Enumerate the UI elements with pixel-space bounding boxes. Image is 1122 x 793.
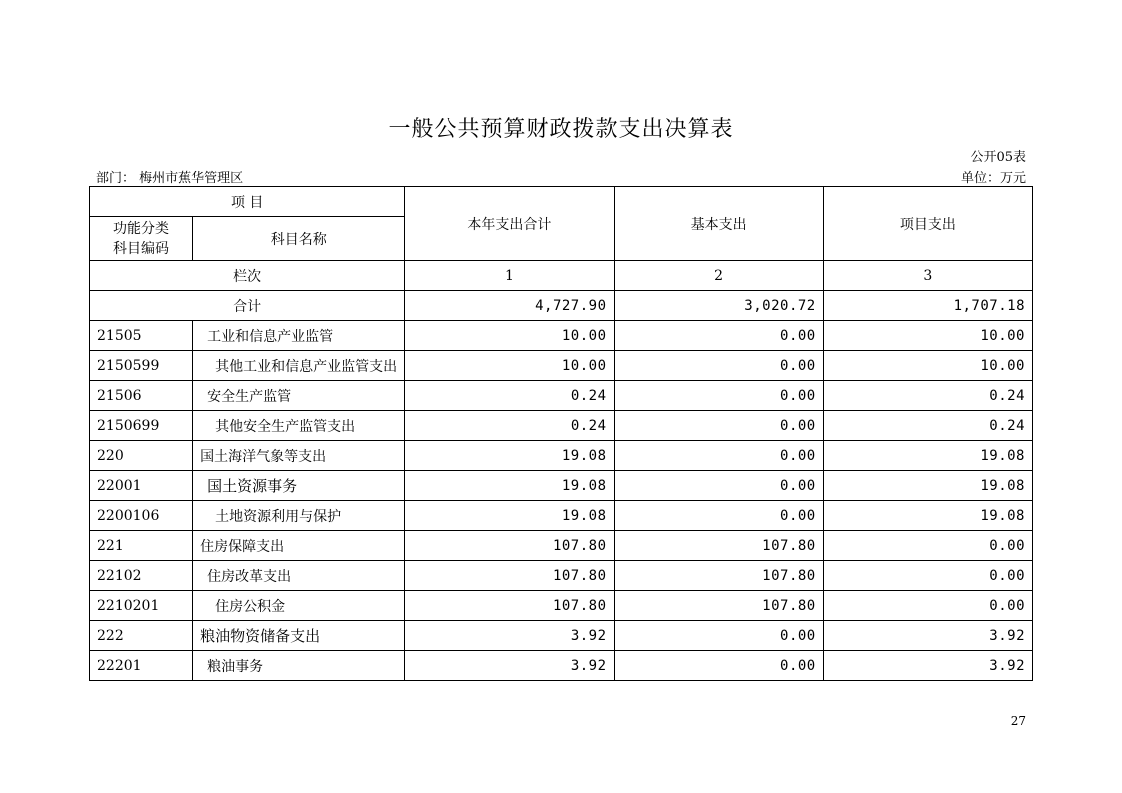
row-code: 2150599 [90,351,193,381]
row-basic: 0.00 [614,411,823,441]
header-row-1 [90,187,1033,217]
row-basic: 107.80 [614,531,823,561]
row-code: 21506 [90,381,193,411]
row-total: 19.08 [405,441,614,471]
row-project: 10.00 [823,321,1032,351]
row-project: 0.24 [823,411,1032,441]
header-code [90,217,193,261]
header-item: 项 目 [90,187,405,217]
table-row [90,531,1033,561]
row-code: 2200106 [90,501,193,531]
row-project: 0.00 [823,561,1032,591]
row-name: 住房改革支出 [193,561,405,591]
table-row [90,591,1033,621]
form-number: 公开05表 [970,150,1026,165]
column-number-row [90,261,1033,291]
row-basic: 0.00 [614,471,823,501]
row-project: 19.08 [823,501,1032,531]
table-row [90,621,1033,651]
column-number-1: 1 [405,261,614,291]
table-row [90,561,1033,591]
table-row [90,351,1033,381]
header-total: 本年支出合计 [405,187,614,261]
row-code: 2150699 [90,411,193,441]
header-code-line2: 科目编码 [113,240,170,257]
row-basic: 0.00 [614,441,823,471]
row-project: 3.92 [823,621,1032,651]
row-total: 19.08 [405,471,614,501]
table-row [90,411,1033,441]
row-total: 19.08 [405,501,614,531]
row-name: 土地资源利用与保护 [193,501,405,531]
row-name: 住房公积金 [193,591,405,621]
table-row [90,441,1033,471]
row-name: 粮油物资储备支出 [193,621,405,651]
page-title: 一般公共预算财政拨款支出决算表 [388,117,734,142]
row-name: 住房保障支出 [193,531,405,561]
row-basic: 0.00 [614,321,823,351]
row-project: 10.00 [823,351,1032,381]
row-total: 3.92 [405,621,614,651]
row-project: 0.24 [823,381,1032,411]
summary-basic: 3,020.72 [614,291,823,321]
row-label: 栏次 [90,261,405,291]
department-label: 部门： 梅州市蕉华管理区 [96,171,244,186]
row-code: 22201 [90,651,193,681]
header-basic: 基本支出 [614,187,823,261]
row-code: 222 [90,621,193,651]
row-total: 0.24 [405,381,614,411]
row-code: 2210201 [90,591,193,621]
header-code-line1: 功能分类 [113,220,170,237]
row-project: 3.92 [823,651,1032,681]
unit-label: 单位：万元 [960,171,1026,186]
row-code: 220 [90,441,193,471]
summary-total: 4,727.90 [405,291,614,321]
table-row [90,651,1033,681]
row-name: 其他工业和信息产业监管支出 [193,351,405,381]
table-row [90,471,1033,501]
row-name: 粮油事务 [193,651,405,681]
row-basic: 0.00 [614,621,823,651]
page-number: 27 [1010,714,1026,728]
header-name: 科目名称 [193,217,405,261]
row-code: 22001 [90,471,193,501]
summary-row [90,291,1033,321]
row-name: 安全生产监管 [193,381,405,411]
row-basic: 0.00 [614,381,823,411]
column-number-3: 3 [823,261,1032,291]
row-basic: 107.80 [614,561,823,591]
row-basic: 0.00 [614,351,823,381]
row-project: 19.08 [823,441,1032,471]
row-basic: 0.00 [614,651,823,681]
table-row [90,321,1033,351]
column-number-2: 2 [614,261,823,291]
table-row [90,501,1033,531]
row-total: 3.92 [405,651,614,681]
table-row [90,381,1033,411]
summary-label: 合计 [90,291,405,321]
row-total: 10.00 [405,351,614,381]
row-code: 21505 [90,321,193,351]
header-project: 项目支出 [823,187,1032,261]
row-code: 221 [90,531,193,561]
row-code: 22102 [90,561,193,591]
row-total: 107.80 [405,591,614,621]
row-name: 其他安全生产监管支出 [193,411,405,441]
row-total: 10.00 [405,321,614,351]
row-name: 国土海洋气象等支出 [193,441,405,471]
row-name: 国土资源事务 [193,471,405,501]
expenditure-table [89,186,1033,681]
row-basic: 0.00 [614,501,823,531]
row-total: 107.80 [405,531,614,561]
summary-project: 1,707.18 [823,291,1032,321]
row-project: 0.00 [823,531,1032,561]
row-total: 0.24 [405,411,614,441]
row-basic: 107.80 [614,591,823,621]
row-project: 0.00 [823,591,1032,621]
row-project: 19.08 [823,471,1032,501]
row-name: 工业和信息产业监管 [193,321,405,351]
row-total: 107.80 [405,561,614,591]
